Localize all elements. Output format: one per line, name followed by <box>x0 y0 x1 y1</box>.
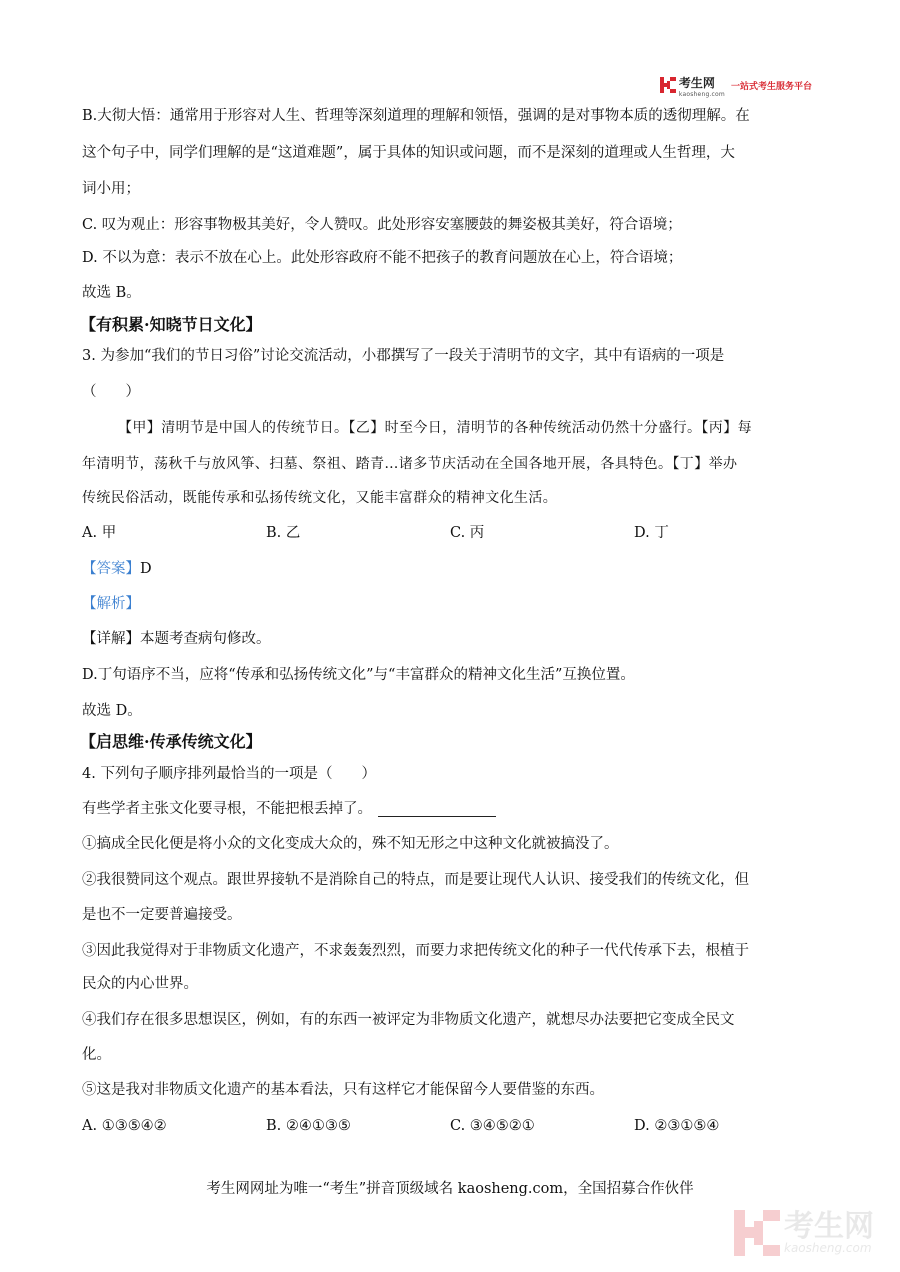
question-3-paren: （ ） <box>82 384 140 400</box>
question-4-stem: 4. 下列句子顺序排列最恰当的一项是（ ） <box>82 766 376 782</box>
section-heading-tradition: 【启思维·传承传统文化】 <box>80 732 262 751</box>
analysis-label: 【解析】 <box>82 596 140 612</box>
fill-blank[interactable] <box>378 802 496 817</box>
q3-option-d[interactable]: D. 丁 <box>634 525 669 541</box>
q4-option-a[interactable]: A. ①③⑤④② <box>82 1118 167 1134</box>
passage-line-2: 年清明节，荡秋千与放风筝、扫墓、祭祖、踏青…诸多节庆活动在全国各地开展，各具特色。【丁】举办 <box>82 456 738 472</box>
explain-d: D. 不以为意：表示不放在心上。此处形容政府不能不把孩子的教育问题放在心上，符合语境； <box>82 250 683 266</box>
kaosheng-logo-icon <box>660 77 676 93</box>
question-4-lead <box>82 800 496 818</box>
header-logo[interactable] <box>660 72 812 98</box>
watermark-text <box>784 1209 874 1255</box>
explain-b-line-2: 这个句子中，同学们理解的是“这道难题”，属于具体的知识或问题，而不是深刻的道理或人生哲理，大 <box>82 145 735 161</box>
brand-text <box>679 72 725 98</box>
brand-slogan: 一站式考生服务平台 <box>730 81 812 92</box>
sentence-4-line-1: ④我们存在很多思想误区，例如，有的东西一被评定为非物质文化遗产，就想尽办法要把它变成全民文 <box>82 1012 735 1028</box>
explain-d-order: D.丁句语序不当，应将“传承和弘扬传统文化”与“丰富群众的精神文化生活”互换位置。 <box>82 667 635 683</box>
passage-line-3: 传统民俗活动，既能传承和弘扬传统文化，又能丰富群众的精神文化生活。 <box>82 490 558 506</box>
watermark-domain: kaosheng.com <box>784 1241 872 1255</box>
q4-lead-text: 有些学者主张文化要寻根，不能把根丢掉了。 <box>82 801 372 817</box>
watermark-logo <box>734 1210 874 1256</box>
q4-option-c[interactable]: C. ③④⑤②① <box>450 1118 535 1134</box>
q4-option-d[interactable]: D. ②③①⑤④ <box>634 1118 720 1134</box>
q3-option-b[interactable]: B. 乙 <box>266 525 301 541</box>
answer-row <box>82 560 152 578</box>
brand-name: 考生网 <box>678 76 715 90</box>
conclusion-b: 故选 B。 <box>82 285 141 301</box>
sentence-3-line-2: 民众的内心世界。 <box>82 976 198 992</box>
answer-value: D <box>140 561 152 577</box>
sentence-4-line-2: 化。 <box>82 1047 111 1063</box>
answer-label: 【答案】 <box>82 561 140 577</box>
sentence-2-line-2: 是也不一定要普遍接受。 <box>82 907 242 923</box>
explain-b-line-1: B.大彻大悟：通常用于形容对人生、哲理等深刻道理的理解和领悟，强调的是对事物本质的透彻理解。在 <box>82 108 750 124</box>
detail-line: 【详解】本题考查病句修改。 <box>82 631 271 647</box>
brand-domain: kaosheng.com <box>678 91 725 98</box>
q3-option-c[interactable]: C. 丙 <box>450 525 485 541</box>
q4-option-b[interactable]: B. ②④①③⑤ <box>266 1118 351 1134</box>
watermark-logo-icon <box>734 1210 780 1256</box>
sentence-2-line-1: ②我很赞同这个观点。跟世界接轨不是消除自己的特点，而是要让现代人认识、接受我们的传统文化，但 <box>82 872 749 888</box>
sentence-3-line-1: ③因此我觉得对于非物质文化遗产，不求轰轰烈烈，而要力求把传统文化的种子一代代传承下去，根植于 <box>82 943 749 959</box>
section-heading-festival: 【有积累·知晓节日文化】 <box>80 315 262 334</box>
sentence-5: ⑤这是我对非物质文化遗产的基本看法，只有这样它才能保留今人要借鉴的东西。 <box>82 1082 604 1098</box>
explain-c: C. 叹为观止：形容事物极其美好，令人赞叹。此处形容安塞腰鼓的舞姿极其美好，符合语境； <box>82 217 682 233</box>
footer-note: 考生网网址为唯一“考生”拼音顶级域名 kaosheng.com，全国招募合作伙伴 <box>206 1181 694 1197</box>
sentence-1: ①搞成全民化便是将小众的文化变成大众的，殊不知无形之中这种文化就被搞没了。 <box>82 836 619 852</box>
passage-line-1: 【甲】清明节是中国人的传统节日。【乙】时至今日，清明节的各种传统活动仍然十分盛行。【丙】每 <box>118 420 752 436</box>
watermark-name: 考生网 <box>784 1209 874 1244</box>
question-3-stem: 3. 为参加“我们的节日习俗”讨论交流活动，小郡撰写了一段关于清明节的文字，其中有语病的一项是 <box>82 348 725 364</box>
q3-option-a[interactable]: A. 甲 <box>82 525 117 541</box>
explain-b-line-3: 词小用； <box>82 181 140 197</box>
conclusion-d: 故选 D。 <box>82 703 142 719</box>
